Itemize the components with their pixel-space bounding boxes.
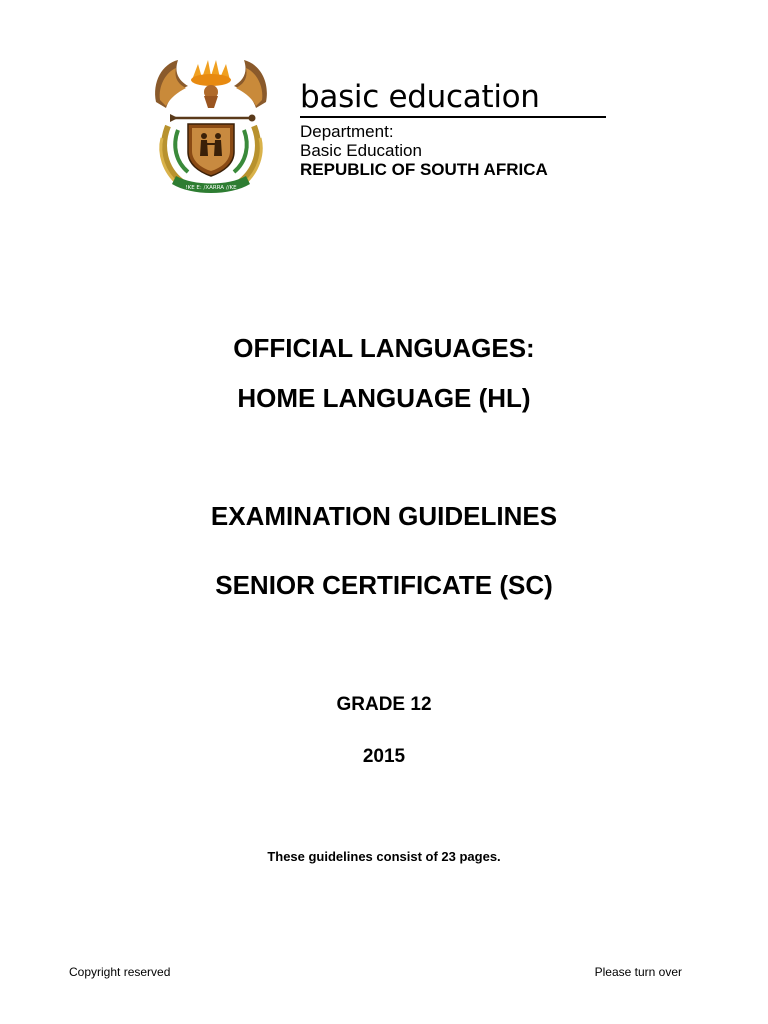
subject-title-line2: HOME LANGUAGE (HL) <box>237 383 531 413</box>
south-africa-coat-of-arms-icon <box>148 56 274 198</box>
department-label: Department: <box>300 122 394 141</box>
footer-copyright: Copyright reserved <box>69 965 171 979</box>
certificate-title: SENIOR CERTIFICATE (SC) <box>215 570 553 600</box>
document-type-title: EXAMINATION GUIDELINES <box>210 501 558 531</box>
brand-title: basic education <box>300 82 606 118</box>
grade-label: GRADE 12 <box>336 694 432 715</box>
page-count-note: These guidelines consist of 23 pages. <box>267 849 501 864</box>
department-brand <box>300 79 606 179</box>
document-header <box>148 56 618 206</box>
footer-turn-over: Please turn over <box>594 965 682 979</box>
department-name: Basic Education <box>300 141 422 160</box>
motto-text: !KE E: /XARRA //KE <box>185 185 237 191</box>
country-name: REPUBLIC OF SOUTH AFRICA <box>300 160 548 179</box>
subject-title-line1: OFFICIAL LANGUAGES: <box>233 333 535 363</box>
year-label: 2015 <box>362 746 406 767</box>
